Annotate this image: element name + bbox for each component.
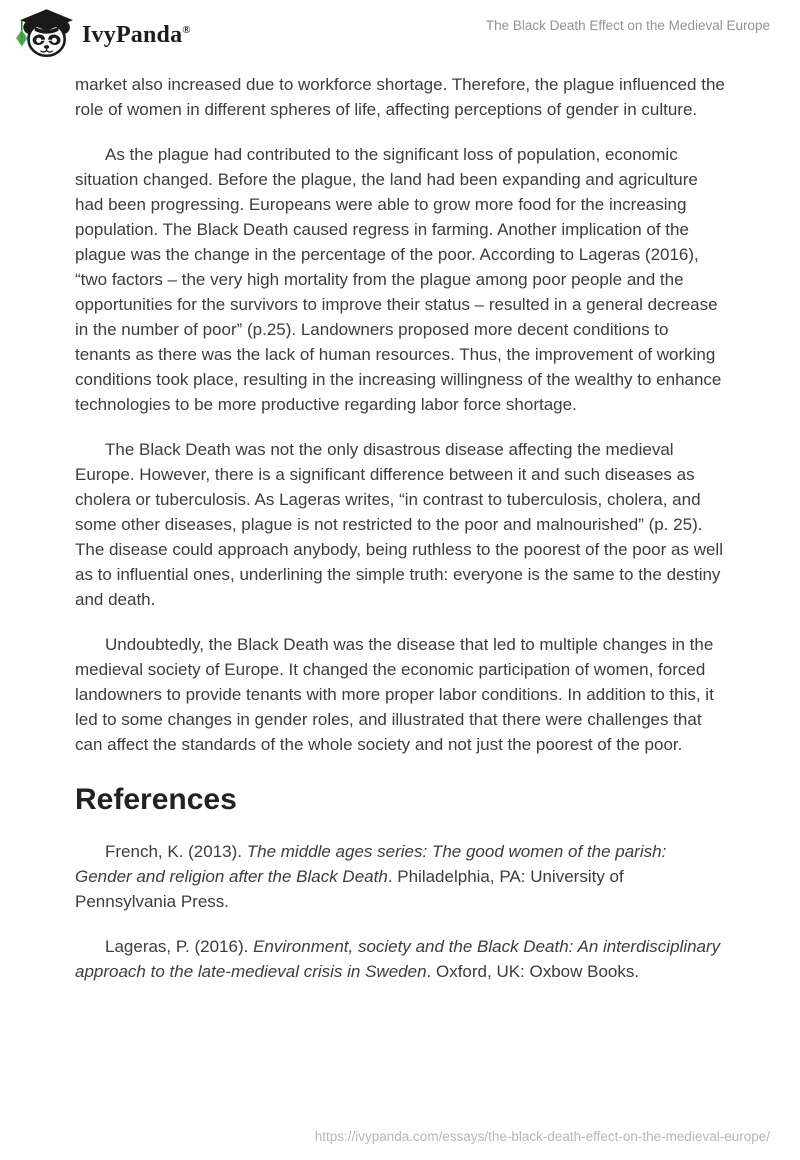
reference-entry [75, 934, 725, 984]
registered-trademark: ® [182, 24, 191, 36]
source-url-link[interactable]: https://ivypanda.com/essays/the-black-death-effect-on-the-medieval-europe/ [314, 1129, 770, 1144]
ivypanda-panda-icon [14, 6, 74, 65]
essay-paragraph: The Black Death was not the only disastrous disease affecting the medieval Europe. However, there is a significant difference between it and such diseases as cholera or tuberculosis. As Lageras writes, “in contrast to tuberculosis, cholera, and some other diseases, plague is not restricted to the poor and malnourished” (p. 25). The disease could approach anybody, being ruthless to the poorest of the poor as well as to influential ones, underlining the simple truth: everyone is the same to the destiny and death. [75, 440, 723, 609]
header [0, 0, 800, 64]
essay-content [75, 72, 725, 1004]
document-title: The Black Death Effect on the Medieval Europe [485, 18, 770, 33]
reference-title-italic: The middle ages series: The good women of the parish: Gender and religion after the Black Death [75, 842, 667, 886]
reference-authors: Lageras, P. (2016). [105, 937, 254, 956]
reference-publisher: . Oxford, UK: Oxbow Books. [426, 962, 640, 981]
essay-paragraph: Undoubtedly, the Black Death was the disease that led to multiple changes in the medieval society of Europe. It changed the economic participation of women, forced landowners to provide tenants with more proper labor conditions. In addition to this, it led to some changes in gender roles, and illustrated that there were challenges that can affect the standards of the whole society and not just the poorest of the poor. [75, 635, 714, 754]
reference-publisher: . Philadelphia, PA: University of Pennsylvania Press. [75, 867, 624, 911]
essay-paragraph: market also increased due to workforce shortage. Therefore, the plague influenced the role of women in different spheres of life, affecting perceptions of gender in culture. [75, 75, 725, 119]
reference-entry [75, 839, 725, 914]
essay-paragraph: As the plague had contributed to the significant loss of population, economic situation changed. Before the plague, the land had been expanding and agriculture had been progressing. Europeans were able to grow more food for the increasing population. The Black Death caused regress in farming. Another implication of the plague was the change in the percentage of the poor. According to Lageras (2016), “two factors – the very high mortality from the plague among poor people and the opportunities for the survivors to improve their status – resulted in a general decrease in the number of poor” (p.25). Landowners proposed more decent conditions to tenants as there was the lack of human resources. Thus, the improvement of working conditions took place, resulting in the increasing willingness of the wealthy to enhance technologies to be more productive regarding labor force shortage. [75, 145, 722, 414]
reference-title-italic: Environment, society and the Black Death: An interdisciplinary approach to the late-medieval crisis in Sweden [75, 937, 721, 981]
logo-text: IvyPanda® [82, 22, 191, 48]
footer [315, 1128, 770, 1146]
reference-authors: French, K. (2013). [105, 842, 247, 861]
ivypanda-logo-link[interactable] [14, 6, 191, 65]
references-heading: References [75, 783, 237, 816]
